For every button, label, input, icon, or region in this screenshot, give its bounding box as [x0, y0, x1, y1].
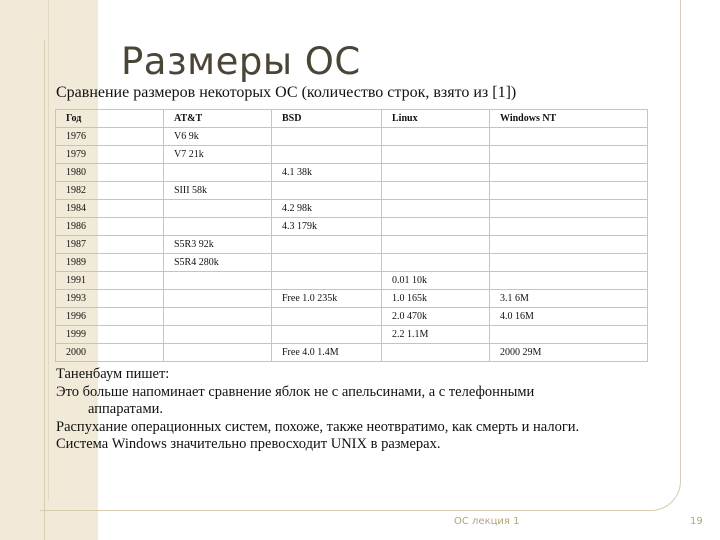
- table-cell: 2000: [56, 344, 164, 362]
- table-row: [56, 326, 648, 344]
- table-cell: [164, 344, 272, 362]
- table-cell: [490, 164, 648, 182]
- table-cell: 3.1 6M: [490, 290, 648, 308]
- header-cell: Linux: [382, 110, 490, 128]
- table-cell: [382, 236, 490, 254]
- body-line: Распухание операционных систем, похоже, также неотвратимо, как смерть и налоги.: [56, 418, 580, 435]
- table-cell: [382, 344, 490, 362]
- table-cell: [490, 236, 648, 254]
- slide-subtitle: Сравнение размеров некоторых ОС (количество строк, взято из [1]): [56, 84, 517, 101]
- table-cell: [382, 200, 490, 218]
- table-cell: S5R4 280k: [164, 254, 272, 272]
- table-cell: 4.2 98k: [272, 200, 382, 218]
- header-cell: Год: [56, 110, 164, 128]
- table-row: [56, 308, 648, 326]
- table-cell: V6 9k: [164, 128, 272, 146]
- table-cell: S5R3 92k: [164, 236, 272, 254]
- table-cell: [164, 326, 272, 344]
- table-cell: [164, 200, 272, 218]
- table-cell: 1.0 165k: [382, 290, 490, 308]
- table-row: [56, 164, 648, 182]
- table-cell: [272, 254, 382, 272]
- table-row: [56, 182, 648, 200]
- table-cell: [272, 326, 382, 344]
- table-cell: [382, 254, 490, 272]
- header-cell: Windows NT: [490, 110, 648, 128]
- table-cell: [382, 128, 490, 146]
- table-cell: 1979: [56, 146, 164, 164]
- table-cell: [272, 272, 382, 290]
- table-cell: 1986: [56, 218, 164, 236]
- table-cell: 1993: [56, 290, 164, 308]
- table-cell: 1982: [56, 182, 164, 200]
- table-cell: [490, 182, 648, 200]
- table-cell: 2.2 1.1M: [382, 326, 490, 344]
- table-row: [56, 128, 648, 146]
- table-cell: 1987: [56, 236, 164, 254]
- table-cell: 1996: [56, 308, 164, 326]
- table-row: [56, 146, 648, 164]
- table-row: [56, 344, 648, 362]
- table-cell: 0.01 10k: [382, 272, 490, 290]
- table-cell: [164, 164, 272, 182]
- body-line: Это больше напоминает сравнение яблок не с апельсинами, а с телефонными: [56, 383, 535, 400]
- table-cell: [382, 182, 490, 200]
- body-line: Система Windows значительно превосходит UNIX в размерах.: [56, 436, 441, 452]
- table-cell: [490, 146, 648, 164]
- table-cell: 1999: [56, 326, 164, 344]
- table-cell: [490, 254, 648, 272]
- table-header-row: [56, 110, 648, 128]
- table-cell: [490, 218, 648, 236]
- table-cell: 4.0 16M: [490, 308, 648, 326]
- body-line: Таненбаум пишет:: [56, 366, 170, 382]
- table-cell: V7 21k: [164, 146, 272, 164]
- table-cell: 1980: [56, 164, 164, 182]
- table-cell: 1984: [56, 200, 164, 218]
- table-cell: [490, 272, 648, 290]
- table-cell: [382, 164, 490, 182]
- table-cell: 1989: [56, 254, 164, 272]
- page-number: 19: [690, 516, 703, 527]
- table-cell: [490, 128, 648, 146]
- table-cell: [164, 272, 272, 290]
- table-cell: [164, 290, 272, 308]
- body-line: аппаратами.: [88, 401, 164, 417]
- body-text: [56, 366, 656, 454]
- table-cell: 4.1 38k: [272, 164, 382, 182]
- os-size-table: [55, 109, 648, 362]
- table-cell: [164, 308, 272, 326]
- footer-course: ОС лекция 1: [454, 516, 520, 527]
- table-cell: [272, 146, 382, 164]
- table-cell: SIII 58k: [164, 182, 272, 200]
- table-cell: [490, 326, 648, 344]
- slide-title: Размеры ОС: [121, 40, 361, 83]
- table-cell: [272, 308, 382, 326]
- table-cell: [272, 182, 382, 200]
- table-row: [56, 272, 648, 290]
- table-cell: [382, 218, 490, 236]
- table-cell: [272, 236, 382, 254]
- table-cell: [382, 146, 490, 164]
- table-row: [56, 290, 648, 308]
- table-row: [56, 254, 648, 272]
- table-row: [56, 236, 648, 254]
- table-cell: [490, 200, 648, 218]
- table-row: [56, 218, 648, 236]
- table-cell: Free 1.0 235k: [272, 290, 382, 308]
- table-cell: 4.3 179k: [272, 218, 382, 236]
- table-cell: 2.0 470k: [382, 308, 490, 326]
- table-cell: [164, 218, 272, 236]
- table-row: [56, 200, 648, 218]
- header-cell: BSD: [272, 110, 382, 128]
- header-cell: AT&T: [164, 110, 272, 128]
- table-cell: Free 4.0 1.4M: [272, 344, 382, 362]
- table-cell: 1991: [56, 272, 164, 290]
- table-body: [56, 128, 648, 362]
- table-cell: 1976: [56, 128, 164, 146]
- table-cell: 2000 29M: [490, 344, 648, 362]
- table-cell: [272, 128, 382, 146]
